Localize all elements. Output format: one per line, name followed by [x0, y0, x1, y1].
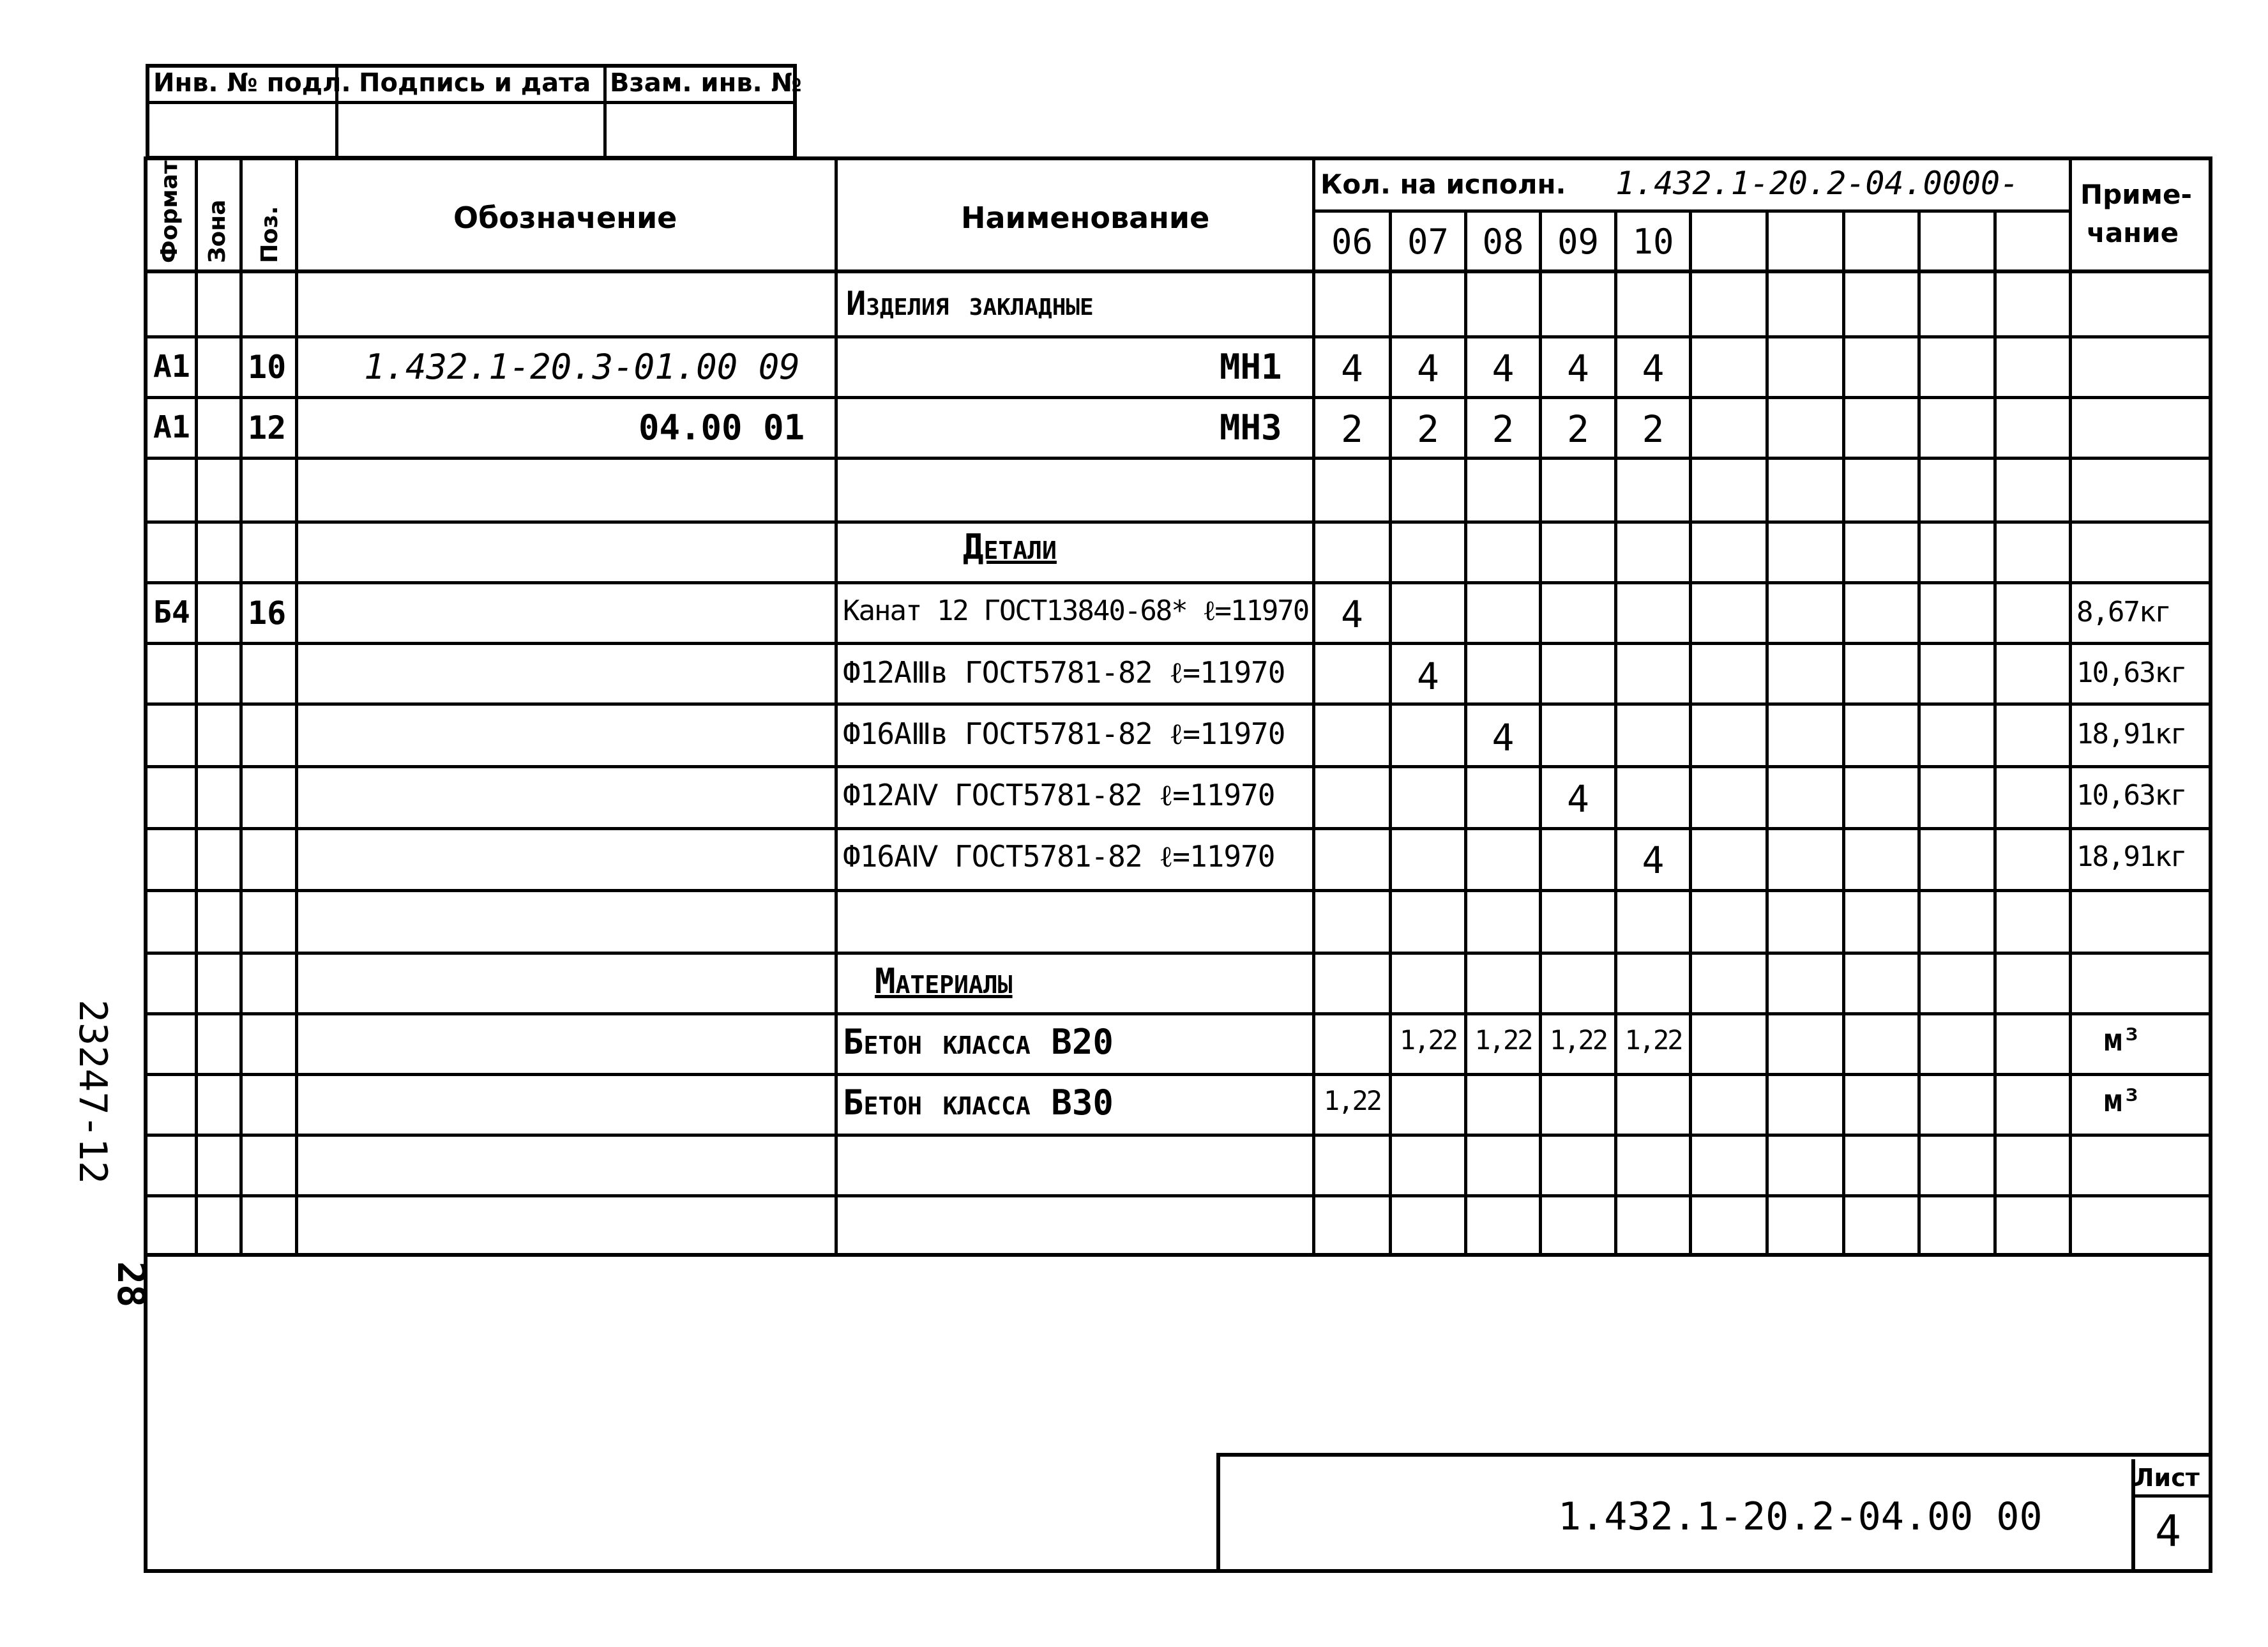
row-line: [144, 765, 2212, 768]
variant-10: 10: [1632, 222, 1674, 262]
row-qty: 1,22: [1624, 1024, 1682, 1056]
row-note: 10,63кг: [2076, 657, 2186, 689]
row-line: [144, 702, 2212, 706]
title-code: 1.432.1-20.2-04.00 00: [1558, 1494, 2043, 1539]
section-title: Детали: [963, 527, 1057, 567]
col-line: [1993, 211, 1997, 1255]
section-title: Материалы: [875, 961, 1013, 1001]
row-name: Бетон класса В30: [843, 1082, 1114, 1123]
row-qty: 4: [1492, 347, 1515, 390]
stamp-divider: [146, 101, 797, 104]
header-primechanie-1: Приме-: [2080, 179, 2192, 210]
row-line: [144, 1073, 2212, 1076]
col-line: [295, 156, 298, 1255]
row-note: м³: [2104, 1083, 2141, 1119]
col-line: [835, 156, 838, 1255]
header-poz: Поз.: [257, 206, 283, 263]
row-note: 10,63кг: [2076, 779, 2186, 812]
row-line: [144, 1253, 2212, 1257]
row-qty: 4: [1642, 839, 1665, 882]
row-name: Канат 12 ГОСТ13840-68* ℓ=11970: [843, 595, 1309, 627]
header-format: Формат: [156, 160, 183, 263]
row-line: [144, 827, 2212, 830]
row-name: Ф16АⅢв ГОСТ5781-82 ℓ=11970: [843, 717, 1285, 751]
row-poz: 12: [248, 409, 287, 446]
row-qty: 4: [1642, 347, 1665, 390]
row-qty: 4: [1567, 777, 1589, 821]
list-number: 4: [2155, 1507, 2181, 1557]
header-kol-code: 1.432.1-20.2-04.0000-: [1615, 165, 2020, 202]
row-qty: 1,22: [1323, 1085, 1381, 1116]
header-primechanie-2: чание: [2087, 217, 2179, 248]
row-qty: 4: [1492, 716, 1515, 759]
row-line: [144, 335, 2212, 338]
row-qty: 1,22: [1399, 1024, 1457, 1056]
row-line: [144, 520, 2212, 524]
list-divider: [2131, 1494, 2212, 1498]
row-line: [144, 889, 2212, 892]
header-naimenovanie: Наименование: [961, 201, 1210, 235]
row-format: А1: [153, 409, 190, 445]
row-qty: 2: [1642, 407, 1665, 451]
row-line: [144, 952, 2212, 955]
variant-07: 07: [1407, 222, 1449, 262]
stamp-divider: [603, 64, 607, 160]
col-line: [1917, 211, 1921, 1255]
row-name: МН3: [1220, 407, 1282, 448]
row-name: Ф12АⅣ ГОСТ5781-82 ℓ=11970: [843, 778, 1275, 812]
row-note: 18,91кг: [2076, 840, 2186, 873]
row-line: [1312, 209, 2071, 213]
col-line: [239, 156, 243, 1255]
row-qty: 4: [1417, 655, 1439, 698]
row-line: [144, 1012, 2212, 1015]
row-line: [144, 457, 2212, 460]
row-note: 8,67кг: [2076, 596, 2170, 628]
stamp-podpis-data: Подпись и дата: [359, 68, 591, 98]
row-line: [144, 1134, 2212, 1137]
list-label: Лист: [2134, 1464, 2200, 1492]
side-page: 28: [109, 1261, 153, 1308]
row-qty: 4: [1567, 347, 1589, 390]
row-line: [144, 1194, 2212, 1197]
row-qty: 4: [1341, 347, 1363, 390]
col-line: [1765, 211, 1769, 1255]
header-kol-na-ispoln: Кол. на исполн.: [1320, 169, 1566, 200]
row-qty: 2: [1341, 407, 1363, 451]
row-line: [144, 581, 2212, 584]
row-oboz: 1.432.1-20.3-01.00 09: [364, 347, 800, 387]
row-name: МН1: [1220, 347, 1282, 387]
row-poz: 10: [248, 349, 287, 386]
row-format: А1: [153, 349, 190, 384]
row-qty: 4: [1341, 593, 1363, 636]
row-oboz: 04.00 01: [639, 407, 805, 448]
col-line: [1689, 211, 1692, 1255]
stamp-inv-podl: Инв. № подл.: [153, 68, 351, 98]
row-line: [144, 642, 2212, 645]
header-zona: Зона: [204, 199, 231, 263]
row-name: Бетон класса В20: [843, 1022, 1114, 1062]
variant-08: 08: [1482, 222, 1524, 262]
row-qty: 1,22: [1474, 1024, 1532, 1056]
row-line: [144, 269, 2212, 273]
row-format: Б4: [153, 595, 190, 630]
section-title: Изделия закладные: [846, 285, 1094, 323]
col-line: [195, 156, 198, 1255]
col-line: [2069, 156, 2072, 1255]
stamp-vzam-inv: Взам. инв. №: [610, 68, 802, 98]
header-oboznachenie: Обозначение: [453, 201, 677, 235]
col-line: [1842, 211, 1845, 1255]
row-note: 18,91кг: [2076, 718, 2186, 750]
variant-06: 06: [1331, 222, 1373, 262]
side-number: 23247-12: [70, 999, 115, 1184]
row-poz: 16: [248, 595, 287, 632]
variant-09: 09: [1557, 222, 1599, 262]
row-qty: 2: [1567, 407, 1589, 451]
row-qty: 2: [1492, 407, 1515, 451]
row-note: м³: [2104, 1022, 2141, 1058]
row-qty: 2: [1417, 407, 1439, 451]
row-qty: 1,22: [1549, 1024, 1607, 1056]
row-qty: 4: [1417, 347, 1439, 390]
row-name: Ф12АⅢв ГОСТ5781-82 ℓ=11970: [843, 655, 1285, 690]
row-name: Ф16АⅣ ГОСТ5781-82 ℓ=11970: [843, 839, 1275, 874]
row-line: [144, 396, 2212, 399]
